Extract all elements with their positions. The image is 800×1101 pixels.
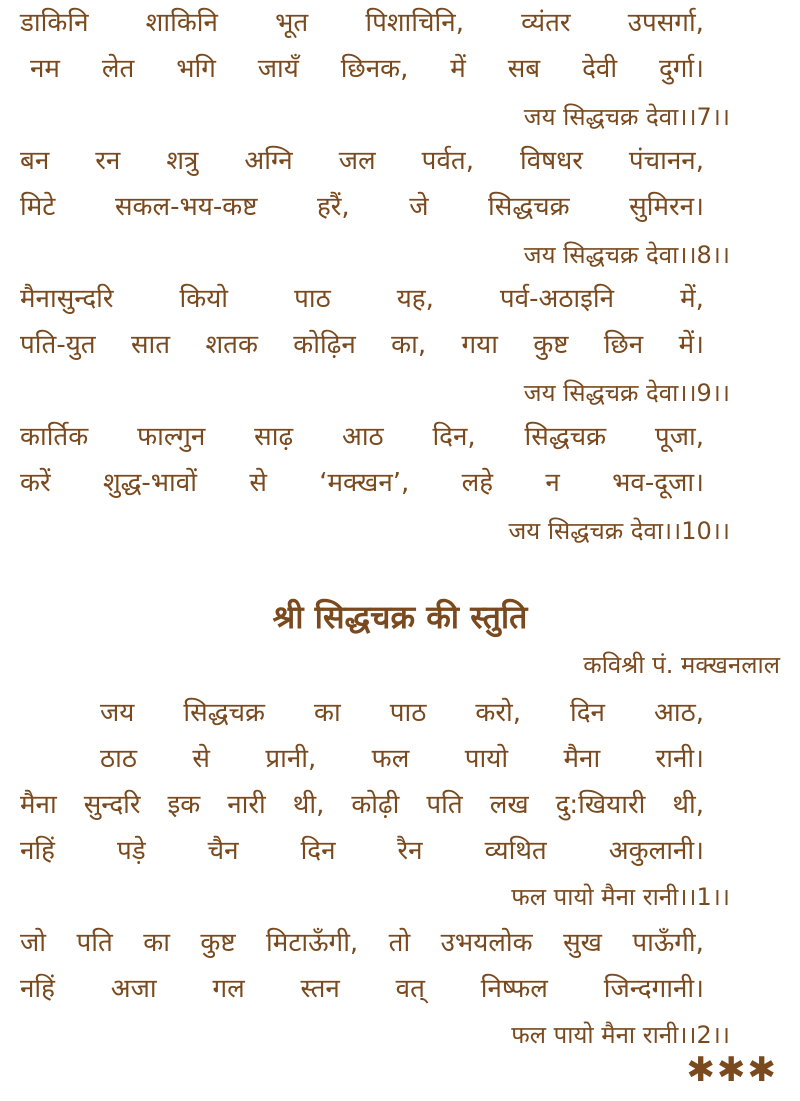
verse-word: जो — [20, 928, 47, 958]
verse-word: वत् — [395, 974, 425, 1004]
verse-word: थी, — [292, 790, 325, 820]
verse-word: पूजा, — [654, 422, 704, 452]
verse-word: सब — [507, 54, 541, 84]
verse-word: का — [143, 928, 170, 958]
verse-word: नहिं — [20, 974, 55, 1004]
verse-word: सिद्धचक्र — [524, 422, 607, 452]
verse-line — [20, 144, 704, 178]
verse-word: दु:खियारी — [555, 790, 646, 820]
verse-word: लहे — [461, 468, 494, 498]
verse-word: से — [192, 744, 210, 774]
verse-word: मिटाऊँगी, — [266, 928, 359, 958]
verse-word: पड़े — [116, 836, 146, 866]
verse-word: से — [249, 468, 267, 498]
verse-word: ‘मक्खन’, — [319, 468, 410, 498]
verse-word: शाकिनि — [145, 8, 218, 38]
verse-word: में। — [678, 330, 704, 360]
verse-word: सिद्धचक्र — [183, 698, 265, 728]
verse-line — [100, 696, 704, 730]
verse-word: भगि — [176, 54, 216, 84]
verse-word: सकल-भय-कष्ट — [114, 192, 258, 222]
verse-line — [20, 190, 704, 224]
refrain-line: जय सिद्धचक्र देवा।।8।। — [523, 241, 730, 269]
verse-word: न — [545, 468, 560, 498]
verse-line — [20, 834, 704, 868]
verse-line — [100, 742, 704, 776]
verse-word: लेत — [101, 54, 135, 84]
verse-word: मैना — [563, 744, 601, 774]
verse-word: करें — [20, 468, 51, 498]
verse-word: पायो — [464, 744, 509, 774]
verse-word: फल — [371, 744, 410, 774]
verse-word: में, — [680, 284, 704, 314]
verse-word: जे — [409, 192, 429, 222]
verse-word: रैन — [397, 836, 423, 866]
verse-line — [20, 282, 704, 316]
stuti-title: श्री सिद्धचक्र की स्तुति — [272, 598, 528, 636]
verse-word: साढ़ — [254, 422, 294, 452]
verse-word: देवी — [582, 54, 618, 84]
verse-word: शत्रु — [166, 146, 199, 176]
verse-word: दिन, — [432, 422, 476, 452]
verse-word: दिन — [300, 836, 336, 866]
verse-word: जायँ — [257, 54, 299, 84]
verse-line — [20, 466, 704, 500]
verse-line — [20, 788, 704, 822]
verse-word: बन — [20, 146, 50, 176]
verse-word: कुष्ट — [200, 928, 236, 958]
verse-word: मैना — [20, 790, 57, 820]
verse-word: पर्वत, — [421, 146, 474, 176]
verse-word: यह, — [396, 284, 434, 314]
verse-word: पति-युत — [20, 330, 96, 360]
verse-word: जल — [338, 146, 376, 176]
verse-word: तो — [388, 928, 411, 958]
verse-word: इक — [167, 790, 201, 820]
verse-word: कोढ़ी — [351, 790, 400, 820]
verse-word: विषधर — [519, 146, 583, 176]
verse-word: अग्नि — [244, 146, 293, 176]
refrain-line: फल पायो मैना रानी।।2।। — [511, 1021, 730, 1049]
verse-word: उभयलोक — [440, 928, 533, 958]
verse-word: रानी। — [655, 744, 704, 774]
verse-word: कियो — [179, 284, 229, 314]
verse-word: जय — [100, 698, 135, 728]
refrain-line: जय सिद्धचक्र देवा।।10।। — [508, 517, 730, 545]
verse-line — [20, 328, 704, 362]
verse-word: चैन — [207, 836, 239, 866]
verse-word: का — [314, 698, 341, 728]
verse-word: आठ — [341, 422, 384, 452]
verse-word: छिनक, — [340, 54, 409, 84]
verse-word: व्यंतर — [521, 8, 571, 38]
verse-word: शतक — [205, 330, 258, 360]
verse-word: सुन्दरि — [83, 790, 141, 820]
author-credit: कविश्री पं. मक्खनलाल — [583, 651, 780, 679]
verse-word: नहिं — [20, 836, 55, 866]
verse-word: स्तन — [300, 974, 340, 1004]
verse-word: प्रानी, — [265, 744, 317, 774]
verse-word: व्यथित — [484, 836, 547, 866]
verse-word: गल — [212, 974, 245, 1004]
verse-word: कुष्ट — [533, 330, 569, 360]
verse-word: कार्तिक — [20, 422, 89, 452]
verse-word: सिद्धचक्र — [488, 192, 570, 222]
verse-word: रन — [95, 146, 121, 176]
verse-word: दुर्गा। — [658, 54, 704, 84]
verse-word: हरैं, — [316, 192, 350, 222]
verse-word: पर्व-अठाइनि — [499, 284, 615, 314]
verse-word: का, — [391, 330, 427, 360]
verse-word: पाठ — [294, 284, 331, 314]
verse-word: शुद्ध-भावों — [102, 468, 197, 498]
verse-word: मैनासुन्दरि — [20, 284, 114, 314]
verse-word: पंचानन, — [628, 146, 704, 176]
verse-line — [20, 926, 704, 960]
verse-word: नम — [30, 54, 60, 84]
verse-word: पाठ — [389, 698, 427, 728]
verse-word: भूत — [275, 8, 309, 38]
verse-word: निष्फल — [480, 974, 548, 1004]
verse-word: फाल्गुन — [137, 422, 206, 452]
verse-word: पाऊँगी, — [632, 928, 704, 958]
verse-word: पिशाचिनि, — [365, 8, 464, 38]
refrain-line: जय सिद्धचक्र देवा।।9।। — [523, 379, 730, 407]
verse-word: पति — [426, 790, 463, 820]
verse-word: उपसर्गा, — [627, 8, 704, 38]
verse-word: पति — [76, 928, 113, 958]
verse-line — [20, 420, 704, 454]
verse-line — [20, 6, 704, 40]
verse-word: भव-दूजा। — [612, 468, 704, 498]
verse-word: जिन्दगानी। — [603, 974, 704, 1004]
verse-word: सुख — [563, 928, 602, 958]
verse-word: लख — [489, 790, 529, 820]
verse-word: सुमिरन। — [629, 192, 704, 222]
verse-word: मिटे — [20, 192, 56, 222]
verse-word: दिन — [570, 698, 605, 728]
verse-word: थी, — [672, 790, 704, 820]
verse-word: सात — [130, 330, 171, 360]
verse-word: में — [450, 54, 466, 84]
verse-word: आठ, — [654, 698, 704, 728]
verse-word: कोढ़िन — [293, 330, 356, 360]
verse-word: अकुलानी। — [608, 836, 704, 866]
verse-word: गया — [461, 330, 498, 360]
verse-line — [30, 52, 704, 86]
verse-word: ठाठ — [100, 744, 137, 774]
verse-line — [20, 972, 704, 1006]
verse-word: छिन — [603, 330, 644, 360]
refrain-line: फल पायो मैना रानी।।1।। — [511, 883, 730, 911]
verse-word: डाकिनि — [20, 8, 89, 38]
verse-word: अजा — [110, 974, 157, 1004]
refrain-line: जय सिद्धचक्र देवा।।7।। — [523, 103, 730, 131]
verse-word: नारी — [227, 790, 266, 820]
verse-word: करो, — [475, 698, 521, 728]
end-ornament: ✱✱✱ — [686, 1050, 778, 1090]
